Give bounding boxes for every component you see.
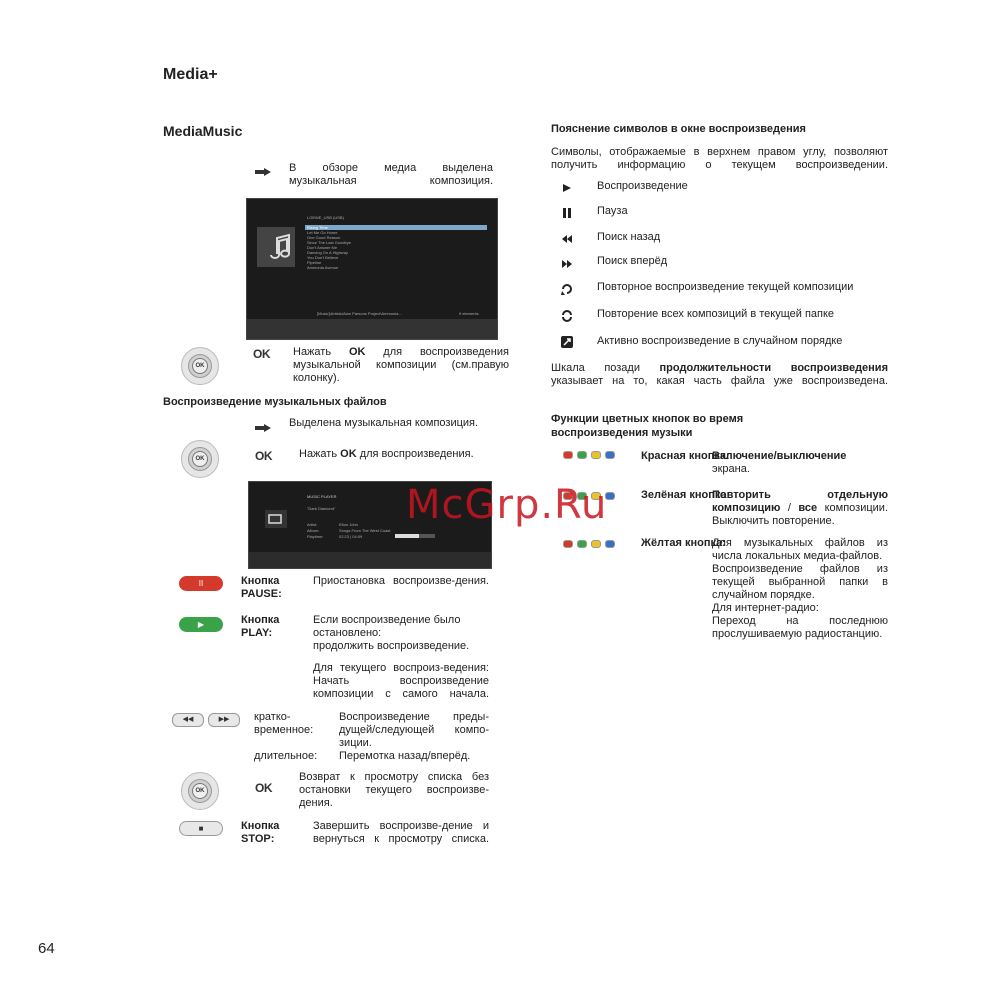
- rewind-icon: [560, 232, 574, 246]
- color-buttons-yellow-pressed: [563, 538, 623, 552]
- symbol-label: Пауза: [597, 205, 628, 217]
- fast-forward-button[interactable]: ▶▶: [208, 713, 240, 727]
- player-title: MUSIC PLAYER: [307, 494, 337, 499]
- progress-bar: [395, 534, 435, 538]
- list-item[interactable]: Dancing On A Highway: [307, 250, 348, 255]
- symbol-label: Воспроизведение: [597, 180, 688, 192]
- remote-ok-button[interactable]: OK: [181, 347, 219, 385]
- pause-label: Кнопка PAUSE:: [241, 575, 282, 600]
- step-highlighted: В обзоре медиа выделена музыкальная композиция.: [289, 162, 493, 187]
- media-list-screenshot: [246, 198, 498, 340]
- symbol-label: Поиск вперёд: [597, 255, 668, 267]
- pause-desc: Приостановка воспроизве-дения.: [313, 575, 489, 587]
- album-label: Album:: [307, 528, 320, 533]
- symbols-title: Пояснение символов в окне воспроизведения: [551, 123, 806, 135]
- yellow-desc: Для музыкальных файлов из числа локальных медиа-файлов. Воспроизведение файлов из текущей выбранной папки в случайном порядке. Для интернет-радио: Переход на последнюю прослушиваемую радиостанцию.: [712, 537, 888, 640]
- arrow-right-icon: [255, 424, 271, 432]
- green-desc: Повторить отдельную композицию / все композиции. Выключить повторение.: [712, 489, 889, 527]
- stop-button[interactable]: ■: [179, 821, 223, 836]
- remote-ok-button[interactable]: OK: [181, 772, 219, 810]
- short-press-desc: Воспроизведение преды-дущей/следующей компо-зиции.: [339, 711, 489, 749]
- pause-button[interactable]: II: [179, 576, 223, 591]
- folder-path: [Music]\Artists\Alan Parsons Project\Ammonia...: [317, 311, 402, 316]
- artist-value: Elton John: [339, 522, 358, 527]
- screen-footer: [249, 552, 491, 568]
- symbol-label: Поиск назад: [597, 231, 661, 243]
- green-label: Зелёная кнопка:: [641, 489, 731, 501]
- music-note-icon: [257, 227, 295, 267]
- ok-label: OK: [255, 781, 272, 795]
- scale-desc: Шкала позади продолжительности воспроизведения указывает на то, какая часть файла уже воспроизведена.: [551, 362, 888, 387]
- repeat-one-icon: [560, 282, 574, 296]
- play-label: Кнопка PLAY:: [241, 614, 280, 639]
- long-press-desc: Перемотка назад/вперёд.: [339, 750, 471, 762]
- pause-icon: [560, 206, 574, 220]
- list-title: LOEWE_USB (USB): [307, 215, 344, 220]
- list-item[interactable]: One Good Reason: [307, 235, 341, 240]
- list-item[interactable]: Don't Answer Me: [307, 245, 338, 250]
- player-thumbnail-icon: [265, 510, 287, 528]
- symbol-label: Повторение всех композиций в текущей папке: [597, 308, 835, 320]
- list-item[interactable]: Ammonia Avenue: [307, 265, 339, 270]
- play-icon: [560, 181, 574, 195]
- symbol-label: Повторное воспроизведение текущей композиции: [597, 281, 854, 293]
- return-desc: Возврат к просмотру списка без остановки текущего воспроизве-дения.: [299, 771, 489, 809]
- rewind-button[interactable]: ◀◀: [172, 713, 204, 727]
- player-track: "Dark Diamond": [307, 506, 336, 511]
- play-desc-current: Для текущего воспроиз-ведения: Начать воспроизведение композиции с самого начала.: [313, 662, 489, 700]
- long-press-label: длительное:: [254, 750, 318, 762]
- playtime-label: Playtime:: [307, 534, 324, 539]
- list-item[interactable]: Pipeline: [307, 260, 322, 265]
- artist-label: Artist:: [307, 522, 318, 527]
- page-number: 64: [38, 940, 55, 957]
- fast-forward-icon: [560, 257, 574, 271]
- ok-label: OK: [255, 449, 272, 463]
- stop-label: Кнопка STOP:: [241, 820, 280, 845]
- color-buttons-title: Функции цветных кнопок во время воспроизведения музыки: [551, 413, 744, 439]
- symbol-label: Активно воспроизведение в случайном порядке: [597, 335, 843, 347]
- ok-label: OK: [253, 347, 270, 361]
- shuffle-icon: [560, 335, 574, 349]
- album-value: Songs From The West Coast: [339, 528, 391, 533]
- list-item[interactable]: You Don't Believe: [307, 255, 339, 260]
- play-button[interactable]: ▶: [179, 617, 223, 632]
- list-item[interactable]: Let Me Go Home: [307, 230, 338, 235]
- arrow-right-icon: [255, 168, 271, 176]
- remote-ok-button[interactable]: OK: [181, 440, 219, 478]
- playtime-value: 02:23 | 04:09: [339, 534, 363, 539]
- step-selected: Выделена музыкальная композиция.: [289, 417, 479, 429]
- page-title: Media+: [163, 66, 218, 83]
- screen-footer: [247, 319, 497, 339]
- red-label: Красная кнопка:: [641, 450, 730, 462]
- list-item[interactable]: Rising Time: [307, 225, 328, 230]
- red-desc: Включение/выключение экрана.: [712, 450, 847, 475]
- list-item[interactable]: Since The Last Goodbye: [307, 240, 351, 245]
- section-title-mediamusic: MediaMusic: [163, 123, 243, 139]
- step-press-ok: Нажать OK для воспроизведения музыкальной композиции (см.правую колонку).: [293, 346, 509, 384]
- item-count: 9 elements: [459, 311, 479, 316]
- watermark: McGrp.Ru: [406, 482, 608, 528]
- repeat-all-icon: [560, 309, 574, 323]
- symbols-intro: Символы, отображаемые в верхнем правом углу, позволяют получить информацию о текущем воспроизведении.: [551, 146, 888, 171]
- color-buttons-red-pressed: [563, 449, 623, 463]
- yellow-label: Жёлтая кнопка:: [641, 537, 726, 549]
- section-title-playback: Воспроизведение музыкальных файлов: [163, 396, 387, 408]
- play-desc: Если воспроизведение было остановлено: продолжить воспроизведение.: [313, 614, 470, 652]
- short-press-label: кратко-временное:: [254, 711, 314, 736]
- step-press-ok-play: Нажать OK для воспроизведения.: [299, 448, 474, 460]
- stop-desc: Завершить воспроизве-дение и вернуться к просмотру списка.: [313, 820, 489, 845]
